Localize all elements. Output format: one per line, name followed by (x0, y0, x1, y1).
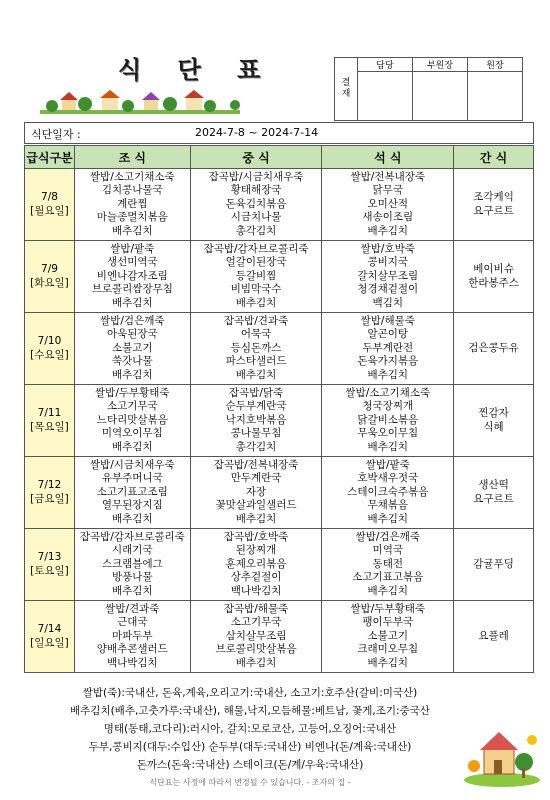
approval-box (334, 57, 523, 121)
dinner-cell (322, 241, 454, 313)
snack-cell (454, 313, 534, 385)
snack-cell (454, 457, 534, 529)
snack-cell (454, 529, 534, 601)
menu-item: 돈육김치볶음 (225, 197, 287, 210)
menu-item: 돈육가지볶음 (357, 355, 419, 368)
menu-item: 배추김치 (112, 368, 153, 381)
menu-item: 만두계란국 (230, 472, 282, 485)
breakfast-cell (74, 457, 190, 529)
day-cell (25, 241, 75, 313)
day-label: 7/14 (37, 623, 62, 635)
lunch-cell (190, 169, 322, 241)
period-range: 2024-7-8 ~ 2024-7-14 (195, 126, 319, 139)
table-row (25, 529, 534, 601)
menu-item: 동태전 (372, 557, 403, 570)
approval-signature-vice-director[interactable] (413, 72, 468, 121)
menu-item: 배추김치 (112, 584, 153, 597)
origin-line: 쌀밥(죽):국내산, 돈육,계육,오리고기:국내산, 소고기:호주산(갈비:미국산) (82, 687, 418, 699)
dinner-cell (322, 529, 454, 601)
menu-item: 잡곡밥/감자브로콜리죽 (79, 530, 185, 543)
page-title: 식 단 표 (118, 56, 275, 84)
menu-item: 어묵국 (240, 328, 272, 341)
snack-cell (454, 601, 534, 673)
snack-cell (454, 169, 534, 241)
approval-side-label: 결 재 (335, 58, 358, 121)
table-row (25, 457, 534, 529)
menu-item: 콩나물무침 (230, 427, 282, 440)
day-cell (25, 169, 75, 241)
menu-item: 소불고기 (367, 629, 409, 642)
menu-item: 배추김치 (367, 584, 409, 597)
origin-line: 돈까스(돈육:국내산) 스테이크(돈/계/우육:국내산) (136, 759, 364, 771)
menu-item: 등심돈까스 (230, 341, 282, 354)
menu-item: 검은콩두유 (468, 341, 519, 354)
menu-item: 배추김치 (367, 512, 409, 525)
house-illustration (462, 718, 542, 788)
header-lunch: 중 식 (190, 146, 322, 169)
menu-table (24, 145, 534, 673)
menu-item: 잡곡밥/감자브로콜리죽 (203, 242, 309, 255)
menu-item: 쌀밥/팥죽 (110, 242, 155, 255)
menu-period (24, 122, 534, 144)
menu-item: 소고기무국 (230, 616, 282, 629)
menu-item: 배추김치 (367, 656, 409, 669)
menu-item: 찐감자 (478, 407, 509, 419)
menu-item: 두부계란전 (362, 341, 414, 354)
menu-item: 요구르트 (473, 204, 514, 217)
menu-item: 삼치살무조림 (225, 629, 287, 642)
menu-item: 미역국 (372, 544, 403, 557)
day-label: [토요일] (30, 564, 69, 577)
menu-item: 닭무국 (372, 184, 403, 197)
menu-item: 방풍나물 (112, 571, 153, 584)
approval-header-director: 원장 (468, 58, 523, 72)
snack-cell (454, 241, 534, 313)
menu-item: 알곤이탕 (367, 328, 409, 341)
lunch-cell (190, 457, 322, 529)
day-label: 7/13 (37, 551, 62, 563)
menu-item: 브로콜리쌈장무침 (91, 283, 173, 296)
snack-cell (454, 385, 534, 457)
menu-item: 잡곡밥/닭죽 (228, 386, 284, 399)
day-label: 7/11 (37, 407, 62, 419)
menu-item: 새송이조림 (362, 211, 414, 224)
menu-item: 황태해장국 (230, 184, 282, 197)
menu-item: 배추김치 (112, 512, 153, 525)
dinner-cell (322, 169, 454, 241)
menu-item: 쌀밥/소고기채소죽 (89, 170, 175, 183)
dinner-cell (322, 457, 454, 529)
day-label: [월요일] (30, 204, 69, 217)
lunch-cell (190, 313, 322, 385)
header-snack: 간 식 (454, 146, 534, 169)
menu-item: 배추김치 (367, 368, 409, 381)
menu-item: 열무된장지짐 (101, 499, 163, 512)
origin-line: 두부,콩비지(대두:수입산) 순두부(대두:국내산) 비엔나(돈/계육:국내산) (88, 741, 412, 753)
menu-item: 마늘종멸치볶음 (96, 211, 168, 224)
menu-item: 배추김치 (235, 656, 277, 669)
menu-item: 시금치나물 (230, 211, 282, 224)
menu-item: 무채볶음 (367, 499, 409, 512)
dinner-cell (322, 601, 454, 673)
menu-item: 비빔막국수 (230, 283, 282, 296)
menu-item: 파스타샐러드 (225, 355, 287, 368)
header-meal-type: 급식구분 (25, 146, 75, 169)
menu-item: 시래기국 (112, 544, 153, 557)
menu-item: 총각김치 (235, 440, 277, 453)
menu-item: 양배추콘샐러드 (96, 643, 168, 656)
menu-item: 상추겉절이 (230, 571, 282, 584)
menu-item: 청국장찌개 (362, 400, 414, 413)
header-breakfast: 조 식 (74, 146, 190, 169)
menu-item: 아욱된장국 (106, 328, 158, 341)
menu-item: 잡곡밥/견과죽 (223, 314, 289, 327)
dinner-cell (322, 385, 454, 457)
menu-item: 백김치 (372, 296, 403, 309)
period-label: 식단일자 : (31, 128, 81, 141)
menu-item: 된장찌개 (235, 544, 277, 557)
menu-item: 쌀밥/팥죽 (365, 458, 410, 471)
menu-item: 감귤푸딩 (473, 557, 514, 570)
menu-item: 쌀밥/시금치새우죽 (89, 458, 175, 471)
table-row (25, 385, 534, 457)
origin-notice (30, 684, 470, 792)
menu-item: 청경채겉절이 (357, 283, 419, 296)
menu-item: 훈제오리볶음 (225, 557, 287, 570)
menu-item: 배추김치 (112, 296, 153, 309)
menu-item: 자장 (245, 485, 267, 498)
menu-item: 배추김치 (235, 512, 277, 525)
menu-item: 낙지호박볶음 (225, 413, 287, 426)
approval-header-manager: 담당 (358, 58, 413, 72)
menu-item: 생선미역국 (106, 256, 158, 269)
menu-item: 쌀밥/두부황태죽 (350, 602, 426, 615)
menu-item: 쌀밥/검은깨죽 (355, 530, 420, 543)
menu-item: 쌀밥/두부황태죽 (95, 386, 170, 399)
menu-item: 조각케익 (473, 191, 514, 203)
menu-item: 팽이두부국 (362, 616, 414, 629)
day-label: [수요일] (30, 348, 69, 361)
menu-item: 순두부계란국 (225, 400, 287, 413)
table-row (25, 313, 534, 385)
menu-item: 잡곡밥/해물죽 (223, 602, 289, 615)
menu-item: 배추김치 (235, 368, 277, 381)
table-row (25, 241, 534, 313)
day-cell (25, 529, 75, 601)
menu-item: 닭갈비소볶음 (357, 413, 419, 426)
lunch-cell (190, 385, 322, 457)
menu-item: 쌀밥/전복내장죽 (350, 170, 426, 183)
menu-item: 식혜 (483, 420, 504, 433)
lunch-cell (190, 241, 322, 313)
menu-item: 배추김치 (235, 296, 277, 309)
breakfast-cell (74, 169, 190, 241)
menu-item: 얼갈이된장국 (225, 256, 287, 269)
origin-line: 배추김치(배추,고춧가루:국내산), 해물,낙지,모듬해물:베트남, 꽃게,조기:중국산 (70, 705, 430, 717)
day-cell (25, 385, 75, 457)
menu-item: 소고기무국 (106, 400, 158, 413)
dinner-cell (322, 313, 454, 385)
breakfast-cell (74, 529, 190, 601)
menu-item: 갈치살무조림 (357, 269, 419, 282)
approval-header-vice-director: 부원장 (413, 58, 468, 72)
breakfast-cell (74, 601, 190, 673)
menu-item: 쌀밥/해물죽 (360, 314, 415, 327)
menu-item: 생산떡 (478, 479, 509, 491)
menu-item: 무욱오이무침 (357, 427, 419, 440)
menu-item: 쌀밥/견과죽 (105, 602, 160, 615)
menu-item: 스테이크숙주볶음 (347, 485, 429, 498)
menu-item: 소고기표고볶음 (352, 571, 424, 584)
breakfast-cell (74, 313, 190, 385)
change-notice: 식단표는 사정에 따라서 변경될 수 있습니다. - 조자의 집 - (149, 778, 351, 787)
menu-item: 브로콜리맛살볶음 (215, 643, 297, 656)
menu-item: 요구르트 (473, 492, 514, 505)
menu-item: 베이비슈 (473, 263, 514, 275)
day-cell (25, 313, 75, 385)
houses-decoration (40, 88, 240, 114)
menu-item: 오미산적 (367, 197, 409, 210)
header-dinner: 석 식 (322, 146, 454, 169)
menu-item: 쑥갓나물 (112, 355, 153, 368)
menu-item: 소고기표고조림 (96, 485, 168, 498)
menu-item: 배추김치 (367, 440, 409, 453)
menu-item: 한라봉주스 (468, 276, 519, 289)
day-label: 7/9 (41, 263, 58, 275)
menu-item: 미역오이무침 (101, 427, 163, 440)
day-cell (25, 457, 75, 529)
day-label: 7/8 (41, 191, 58, 203)
menu-item: 마파두부 (112, 629, 153, 642)
menu-item: 배추김치 (367, 224, 409, 237)
menu-item: 계란찜 (117, 197, 148, 210)
menu-item: 요플레 (478, 629, 509, 642)
day-cell (25, 601, 75, 673)
menu-item: 크래미오무침 (357, 643, 419, 656)
lunch-cell (190, 529, 322, 601)
menu-item: 근대국 (117, 616, 148, 629)
menu-item: 잡곡밥/전복내장죽 (213, 458, 299, 471)
menu-item: 유부주머니국 (101, 472, 163, 485)
menu-item: 비엔나감자조림 (96, 269, 168, 282)
menu-item: 스크램블에그 (101, 557, 163, 570)
day-label: [일요일] (30, 636, 69, 649)
breakfast-cell (74, 241, 190, 313)
menu-item: 김치콩나물국 (101, 184, 163, 197)
menu-item: 백나박김치 (106, 656, 158, 669)
menu-item: 배추김치 (112, 224, 153, 237)
menu-item: 쌀밥/호박죽 (360, 242, 415, 255)
breakfast-cell (74, 385, 190, 457)
menu-item: 콩비지국 (367, 256, 409, 269)
menu-item: 잡곡밥/시금치새우죽 (208, 170, 304, 183)
table-row (25, 601, 534, 673)
lunch-cell (190, 601, 322, 673)
menu-item: 꽃맛살과일샐러드 (215, 499, 297, 512)
day-label: [금요일] (30, 492, 69, 505)
menu-item: 배추김치 (112, 440, 153, 453)
menu-item: 총각김치 (235, 224, 277, 237)
menu-item: 호박새우젓국 (357, 472, 419, 485)
menu-item: 소불고기 (112, 341, 153, 354)
approval-signature-manager[interactable] (358, 72, 413, 121)
day-label: 7/12 (37, 479, 62, 491)
menu-item: 느타리맛살볶음 (96, 413, 168, 426)
menu-item: 쌀밥/소고기채소죽 (345, 386, 431, 399)
day-label: [화요일] (30, 276, 69, 289)
table-row (25, 169, 534, 241)
day-label: [목요일] (30, 420, 69, 433)
origin-line: 명태(동태,코다리):러시아, 갈치:모로코산, 고등어,오징어:국내산 (103, 723, 397, 735)
day-label: 7/10 (37, 335, 62, 347)
menu-item: 백나박김치 (230, 584, 282, 597)
menu-item: 등갈비찜 (235, 269, 277, 282)
menu-item: 잡곡밥/호박죽 (223, 530, 289, 543)
menu-item: 쌀밥/검은깨죽 (100, 314, 165, 327)
approval-signature-director[interactable] (468, 72, 523, 121)
